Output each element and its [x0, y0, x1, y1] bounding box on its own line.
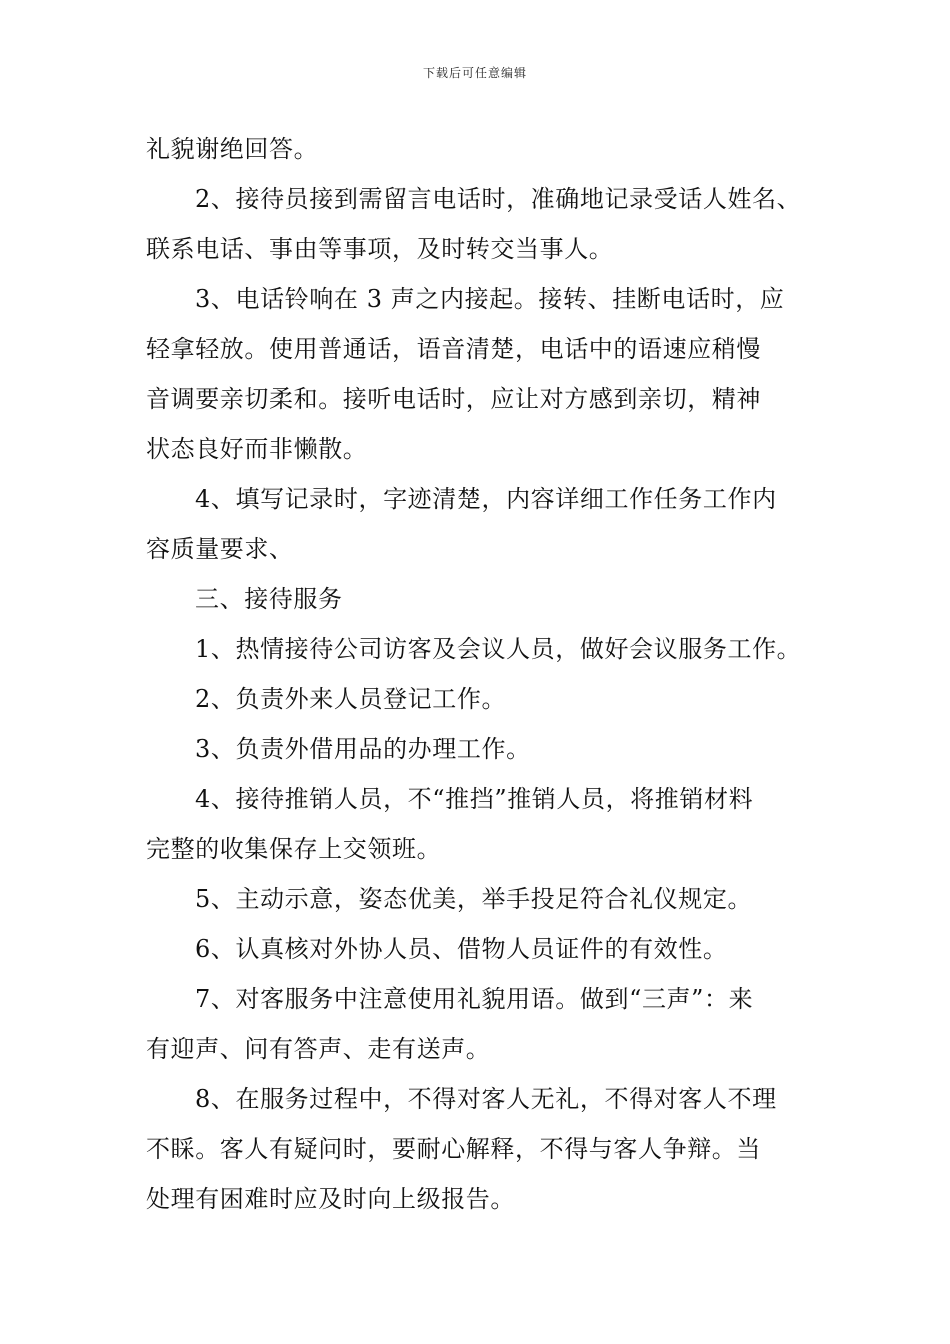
document-body	[146, 124, 814, 1224]
text-line-17: 6、认真核对外协人员、借物人员证件的有效性。	[195, 935, 728, 963]
text-line-8: 4、填写记录时，字迹清楚，内容详细工作任务工作内	[195, 485, 777, 513]
text-line-3: 联系电话、事由等事项，及时转交当事人。	[146, 235, 614, 263]
text-line-16: 5、主动示意，姿态优美，举手投足符合礼仪规定。	[195, 885, 753, 913]
text-line-5: 轻拿轻放。使用普通话，语音清楚，电话中的语速应稍慢	[146, 335, 761, 363]
text-line-20: 8、在服务过程中，不得对客人无礼，不得对客人不理	[195, 1085, 777, 1113]
text-line-4: 3、电话铃响在 3 声之内接起。接转、挂断电话时，应	[195, 285, 785, 313]
text-line-21: 不睬。客人有疑问时，要耐心解释，不得与客人争辩。当	[146, 1135, 761, 1163]
text-line-15: 完整的收集保存上交领班。	[146, 835, 442, 863]
text-line-13: 3、负责外借用品的办理工作。	[195, 735, 531, 763]
text-line-12: 2、负责外来人员登记工作。	[195, 685, 507, 713]
section-heading: 三、接待服务	[195, 585, 343, 613]
text-line-2: 2、接待员接到需留言电话时，准确地记录受话人姓名、	[195, 185, 802, 213]
text-line-18: 7、对客服务中注意使用礼貌用语。做到“三声”：来	[195, 985, 754, 1013]
text-line-6: 音调要亲切柔和。接听电话时，应让对方感到亲切，精神	[146, 385, 761, 413]
text-line-1: 礼貌谢绝回答。	[146, 135, 319, 163]
text-line-22: 处理有困难时应及时向上级报告。	[146, 1185, 515, 1213]
text-line-7: 状态良好而非懒散。	[146, 435, 368, 463]
text-line-9: 容质量要求、	[146, 535, 294, 563]
page-header: 下载后可任意编辑	[422, 66, 527, 80]
text-line-14: 4、接待推销人员，不“推挡”推销人员，将推销材料	[195, 785, 754, 813]
text-line-11: 1、热情接待公司访客及会议人员，做好会议服务工作。	[195, 635, 802, 663]
text-line-19: 有迎声、问有答声、走有送声。	[146, 1035, 491, 1063]
